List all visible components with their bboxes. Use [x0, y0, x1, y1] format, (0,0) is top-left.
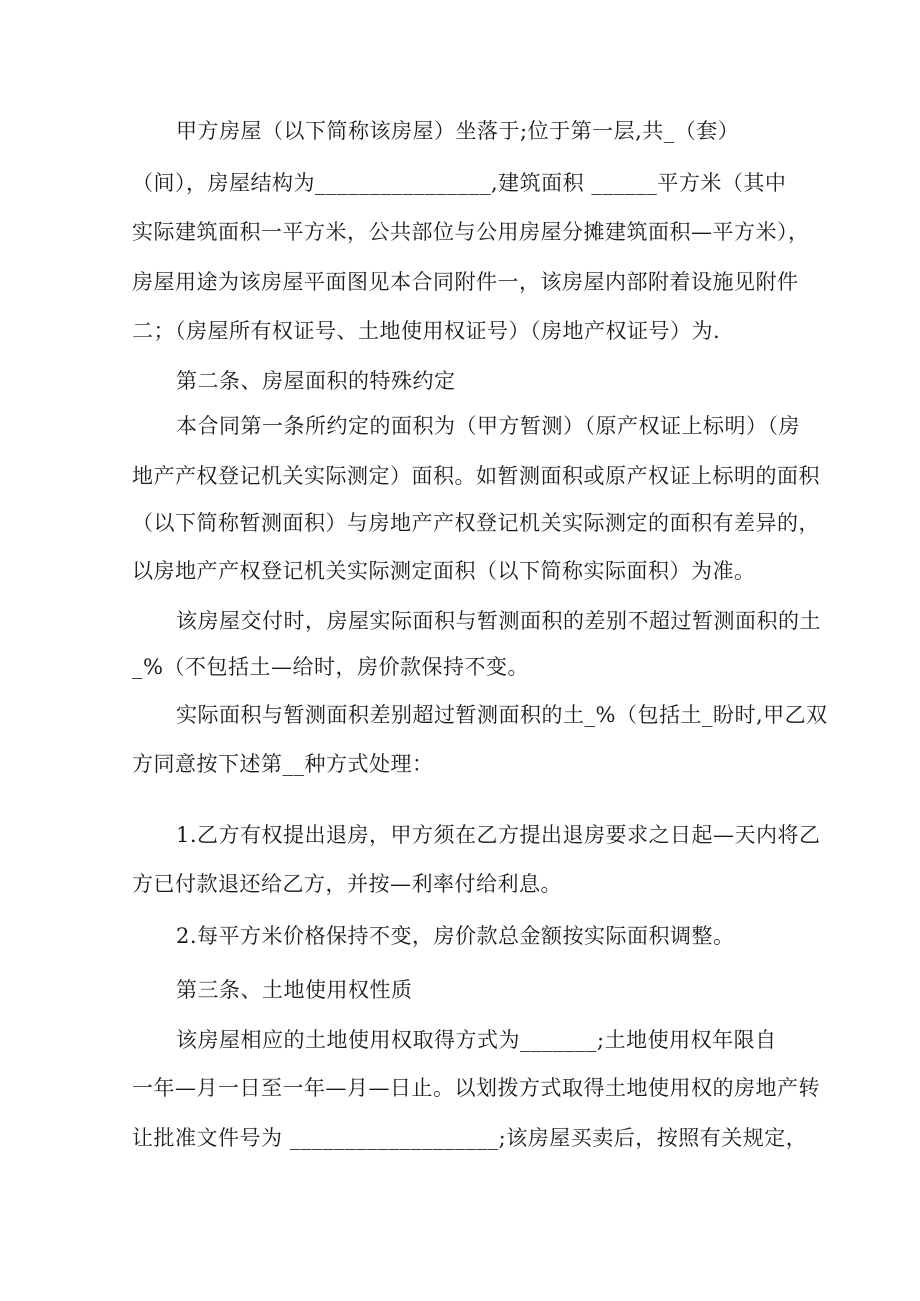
text-line: 一年—月一日至一年—月—日止。以划拨方式取得土地使用权的房地产转: [132, 1076, 820, 1100]
section-heading-3: 第三条、土地使用权性质: [176, 978, 413, 1002]
text-line: 实际建筑面积一平方米，公共部位与公用房屋分摊建筑面积—平方米），: [132, 220, 810, 244]
text-line: 方已付款退还给乙方，并按—利率付给利息。: [132, 872, 562, 896]
text-line: 房屋用途为该房屋平面图见本合同附件一，该房屋内部附着设施见附件: [132, 270, 799, 294]
text-line: （以下简称暂测面积）与房地产产权登记机关实际测定的面积有差异的，: [132, 511, 820, 535]
text-line: 以房地产产权登记机关实际测定面积（以下简称实际面积）为准。: [132, 559, 756, 583]
text-line: 方同意按下述第__种方式处理：: [132, 752, 434, 776]
list-item-2: 2.每平方米价格保持不变，房价款总金额按实际面积调整。: [176, 924, 735, 948]
text-line: 该房屋交付时，房屋实际面积与暂测面积的差别不超过暂测面积的土: [176, 609, 821, 633]
text-line: （间），房屋结构为________________,建筑面积 ______平方米（其中: [132, 171, 787, 195]
text-line: 地产产权登记机关实际测定）面积。如暂测面积或原产权证上标明的面积: [132, 464, 820, 488]
text-line: 该房屋相应的土地使用权取得方式为_______;土地使用权年限自: [176, 1028, 777, 1052]
text-line: 让批准文件号为 ___________________;该房屋买卖后，按照有关规定，: [132, 1126, 808, 1150]
text-line: 实际面积与暂测面积差别超过暂测面积的土_%（包括土_盼时,甲乙双: [176, 703, 828, 727]
text-line: 甲方房屋（以下简称该房屋）坐落于;位于第一层,共_（套）: [176, 119, 740, 143]
list-item-1: 1.乙方有权提出退房，甲方须在乙方提出退房要求之日起—天内将乙: [176, 823, 821, 847]
text-line: 本合同第一条所约定的面积为（甲方暂测）（原产权证上标明）（房: [176, 414, 800, 438]
section-heading-2: 第二条、房屋面积的特殊约定: [176, 369, 456, 393]
text-line: _%（不包括土—给时，房价款保持不变。: [132, 655, 529, 679]
text-line: 二；（房屋所有权证号、土地使用权证号）（房地产权证号）为.: [132, 319, 721, 343]
